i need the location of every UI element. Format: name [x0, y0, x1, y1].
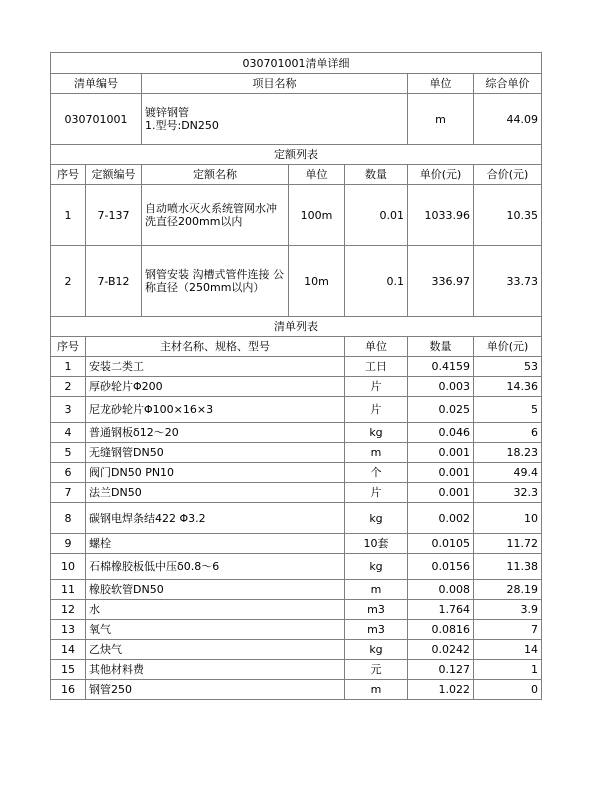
material-unit: 10套 [345, 534, 408, 554]
quota-section-row [51, 145, 542, 165]
quota-total-header: 合价(元) [474, 165, 542, 185]
material-price: 14.36 [474, 377, 542, 397]
material-price: 49.4 [474, 463, 542, 483]
material-unit: kg [345, 503, 408, 534]
material-seq: 1 [51, 357, 86, 377]
bill-row [51, 94, 542, 145]
material-row [51, 620, 542, 640]
quota-total: 10.35 [474, 185, 542, 246]
material-row [51, 397, 542, 423]
quota-name: 钢管安装 沟槽式管件连接 公称直径（250mm以内） [142, 246, 289, 317]
material-qty: 0.0105 [408, 534, 474, 554]
bill-unit-price-header: 综合单价 [474, 74, 542, 94]
material-price: 3.9 [474, 600, 542, 620]
quota-name: 自动喷水灭火系统管网水冲洗直径200mm以内 [142, 185, 289, 246]
material-qty: 0.0242 [408, 640, 474, 660]
material-unit: kg [345, 554, 408, 580]
material-unit: kg [345, 640, 408, 660]
quota-code: 7-137 [86, 185, 142, 246]
material-name: 安装二类工 [86, 357, 345, 377]
bill-unit-price: 44.09 [474, 94, 542, 145]
quota-row [51, 246, 542, 317]
material-seq: 4 [51, 423, 86, 443]
material-name: 厚砂轮片Φ200 [86, 377, 345, 397]
material-unit: m3 [345, 600, 408, 620]
material-unit: 片 [345, 377, 408, 397]
material-price: 18.23 [474, 443, 542, 463]
material-qty: 0.127 [408, 660, 474, 680]
quota-qty-header: 数量 [345, 165, 408, 185]
material-qty: 1.764 [408, 600, 474, 620]
quota-section-title: 定额列表 [51, 145, 542, 165]
bill-name [142, 94, 408, 145]
material-price: 14 [474, 640, 542, 660]
material-unit: m [345, 443, 408, 463]
material-qty: 0.001 [408, 483, 474, 503]
material-seq: 9 [51, 534, 86, 554]
material-price-header: 单价(元) [474, 337, 542, 357]
bill-unit: m [408, 94, 474, 145]
bill-code-header: 清单编号 [51, 74, 142, 94]
material-price: 53 [474, 357, 542, 377]
material-name: 螺栓 [86, 534, 345, 554]
material-seq: 3 [51, 397, 86, 423]
material-section-row [51, 317, 542, 337]
material-qty: 0.008 [408, 580, 474, 600]
material-price: 7 [474, 620, 542, 640]
bill-unit-header: 单位 [408, 74, 474, 94]
quota-price: 1033.96 [408, 185, 474, 246]
sheet-title: 030701001清单详细 [51, 53, 542, 74]
quota-unit: 10m [289, 246, 345, 317]
quota-total: 33.73 [474, 246, 542, 317]
material-name: 普通钢板δ12～20 [86, 423, 345, 443]
material-price: 6 [474, 423, 542, 443]
material-seq: 13 [51, 620, 86, 640]
material-seq-header: 序号 [51, 337, 86, 357]
material-row [51, 463, 542, 483]
material-name: 氧气 [86, 620, 345, 640]
material-unit: 片 [345, 483, 408, 503]
material-name: 阀门DN50 PN10 [86, 463, 345, 483]
material-seq: 11 [51, 580, 86, 600]
bill-name-header: 项目名称 [142, 74, 408, 94]
bill-code: 030701001 [51, 94, 142, 145]
quota-row [51, 185, 542, 246]
title-row [51, 53, 542, 74]
material-seq: 10 [51, 554, 86, 580]
material-qty: 0.0156 [408, 554, 474, 580]
material-section-title: 清单列表 [51, 317, 542, 337]
material-unit: m3 [345, 620, 408, 640]
quota-name-header: 定额名称 [142, 165, 289, 185]
material-row [51, 443, 542, 463]
bill-header-row [51, 74, 542, 94]
material-qty: 0.003 [408, 377, 474, 397]
quota-unit-header: 单位 [289, 165, 345, 185]
material-price: 11.38 [474, 554, 542, 580]
material-qty: 0.002 [408, 503, 474, 534]
material-unit: kg [345, 423, 408, 443]
material-unit: 元 [345, 660, 408, 680]
material-name: 无缝钢管DN50 [86, 443, 345, 463]
material-seq: 6 [51, 463, 86, 483]
material-row [51, 680, 542, 700]
material-row [51, 423, 542, 443]
material-qty: 0.001 [408, 443, 474, 463]
bill-name-line1: 镀锌钢管 [145, 106, 189, 119]
bill-detail-table [50, 52, 542, 700]
material-row [51, 377, 542, 397]
material-row [51, 483, 542, 503]
material-row [51, 600, 542, 620]
material-row [51, 554, 542, 580]
material-price: 32.3 [474, 483, 542, 503]
quota-price-header: 单价(元) [408, 165, 474, 185]
material-row [51, 357, 542, 377]
material-price: 0 [474, 680, 542, 700]
material-qty: 0.001 [408, 463, 474, 483]
material-price: 28.19 [474, 580, 542, 600]
material-price: 5 [474, 397, 542, 423]
material-row [51, 580, 542, 600]
material-seq: 12 [51, 600, 86, 620]
material-unit: 个 [345, 463, 408, 483]
material-seq: 16 [51, 680, 86, 700]
material-seq: 14 [51, 640, 86, 660]
material-name: 石棉橡胶板低中压δ0.8～6 [86, 554, 345, 580]
quota-unit: 100m [289, 185, 345, 246]
material-unit: m [345, 680, 408, 700]
material-qty: 0.025 [408, 397, 474, 423]
quota-seq-header: 序号 [51, 165, 86, 185]
material-row [51, 503, 542, 534]
material-name: 尼龙砂轮片Φ100×16×3 [86, 397, 345, 423]
quota-header-row [51, 165, 542, 185]
material-unit: 片 [345, 397, 408, 423]
material-header-row [51, 337, 542, 357]
quota-code: 7-B12 [86, 246, 142, 317]
material-seq: 8 [51, 503, 86, 534]
material-qty: 0.0816 [408, 620, 474, 640]
material-seq: 5 [51, 443, 86, 463]
material-price: 10 [474, 503, 542, 534]
quota-code-header: 定额编号 [86, 165, 142, 185]
bill-name-line2: 1.型号:DN250 [145, 119, 219, 132]
material-name-header: 主材名称、规格、型号 [86, 337, 345, 357]
quota-seq: 2 [51, 246, 86, 317]
material-name: 碳钢电焊条结422 Φ3.2 [86, 503, 345, 534]
material-qty: 0.4159 [408, 357, 474, 377]
material-name: 法兰DN50 [86, 483, 345, 503]
material-row [51, 640, 542, 660]
quota-price: 336.97 [408, 246, 474, 317]
quota-qty: 0.1 [345, 246, 408, 317]
material-unit: 工日 [345, 357, 408, 377]
material-unit-header: 单位 [345, 337, 408, 357]
material-row [51, 534, 542, 554]
material-qty-header: 数量 [408, 337, 474, 357]
material-name: 水 [86, 600, 345, 620]
material-price: 11.72 [474, 534, 542, 554]
material-name: 钢管250 [86, 680, 345, 700]
quota-seq: 1 [51, 185, 86, 246]
material-name: 乙炔气 [86, 640, 345, 660]
material-qty: 0.046 [408, 423, 474, 443]
material-name: 橡胶软管DN50 [86, 580, 345, 600]
quota-qty: 0.01 [345, 185, 408, 246]
material-qty: 1.022 [408, 680, 474, 700]
material-unit: m [345, 580, 408, 600]
material-seq: 2 [51, 377, 86, 397]
material-row [51, 660, 542, 680]
material-seq: 15 [51, 660, 86, 680]
material-seq: 7 [51, 483, 86, 503]
material-name: 其他材料费 [86, 660, 345, 680]
material-price: 1 [474, 660, 542, 680]
